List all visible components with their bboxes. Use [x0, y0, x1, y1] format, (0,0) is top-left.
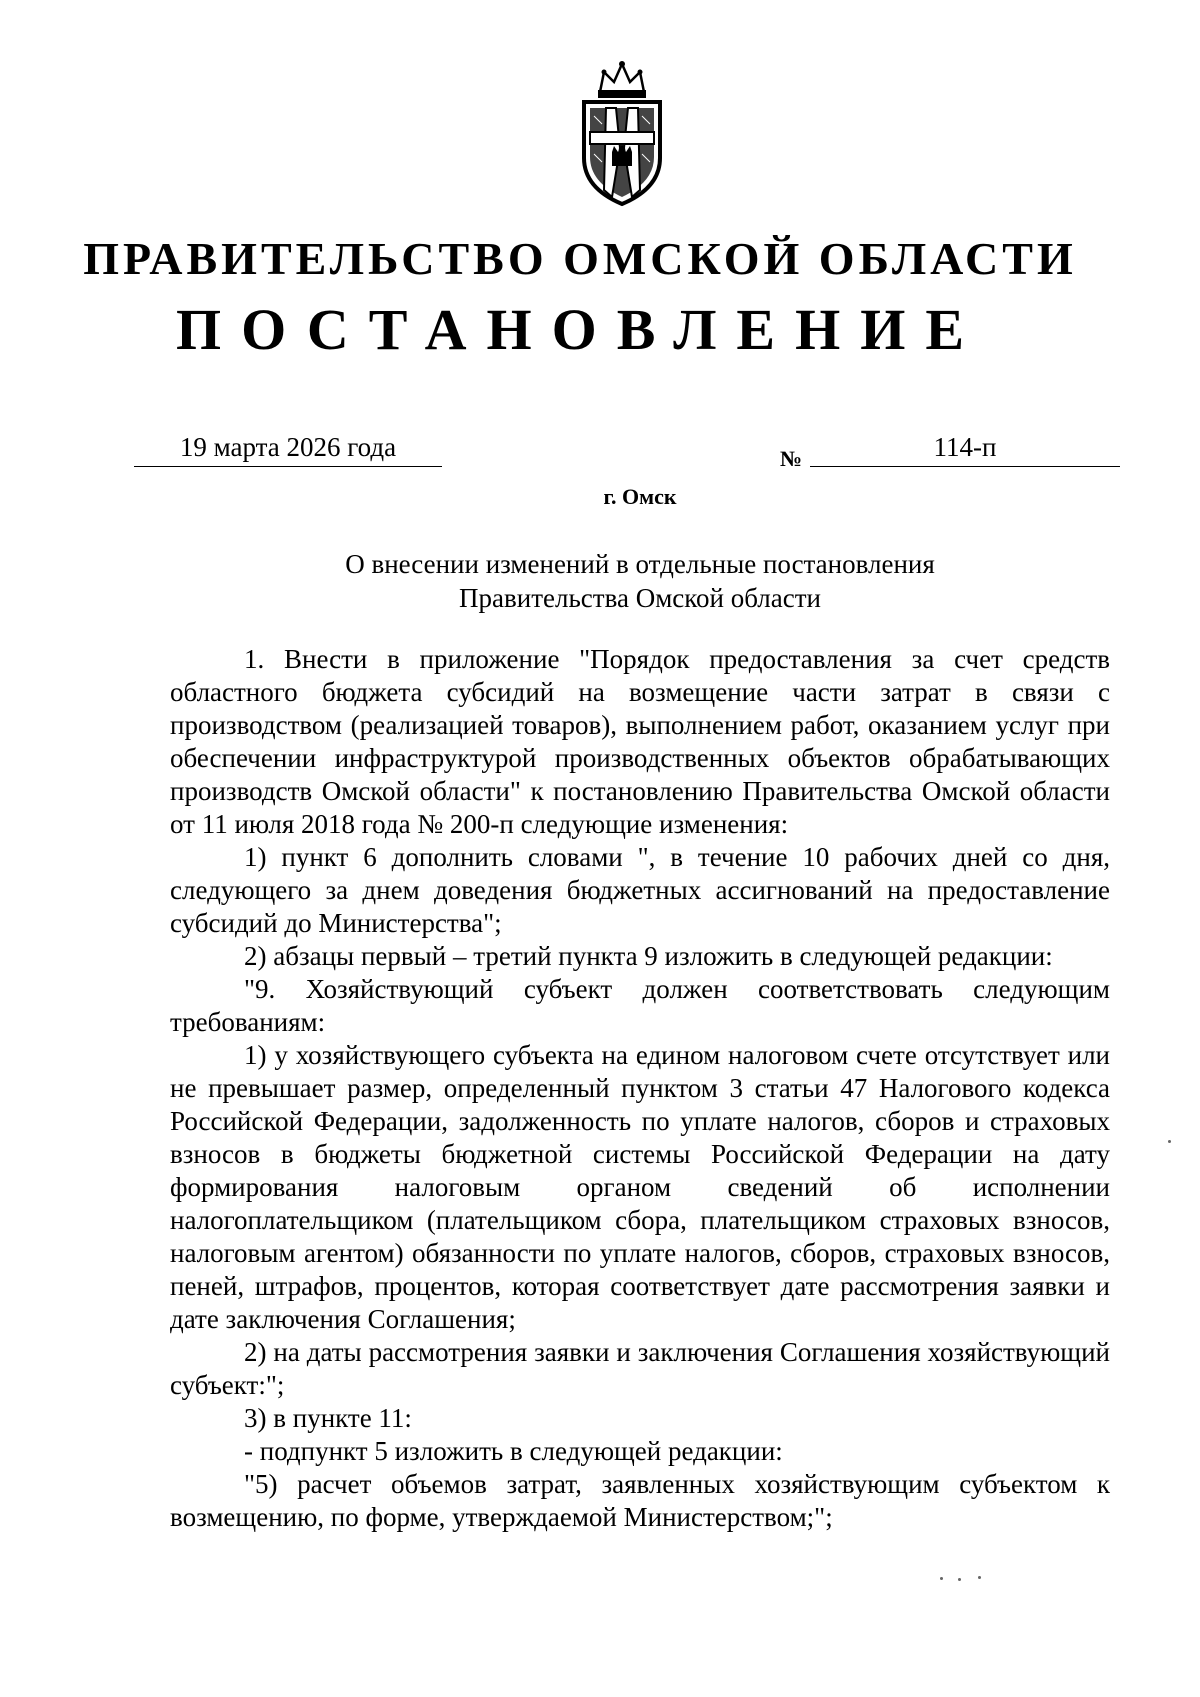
scan-mark — [978, 1576, 981, 1579]
document-subject — [170, 547, 1110, 615]
organization-title: ПРАВИТЕЛЬСТВО ОМСКОЙ ОБЛАСТИ — [83, 233, 1077, 284]
document-city: г. Омск — [603, 484, 677, 509]
subject-line: О внесении изменений в отдельные постановления — [345, 549, 935, 579]
body-paragraph: "5) расчет объемов затрат, заявленных хозяйствующим субъектом к возмещению, по форме, утверждаемой Министерством;"; — [170, 1469, 1110, 1532]
scan-mark — [940, 1577, 943, 1580]
number-sign: № — [780, 446, 803, 471]
subject-line: Правительства Омской области — [459, 583, 821, 613]
scan-mark — [1168, 1140, 1171, 1143]
document-number: 114-п — [810, 432, 1120, 467]
scan-mark — [958, 1578, 961, 1581]
body-paragraph: 2) абзацы первый – третий пункта 9 изложить в следующей редакции: — [244, 941, 1053, 971]
body-paragraph: 3) в пункте 11: — [244, 1403, 412, 1433]
body-paragraph: - подпункт 5 изложить в следующей редакции: — [244, 1436, 783, 1466]
body-paragraph: 1) у хозяйствующего субъекта на едином налоговом счете отсутствует или не превышает размер, определенный пунктом 3 статьи 47 Налогового кодекса Российской Федерации, задолженность по уплате налогов, сборов и страховых взносов в бюджеты бюджетной системы Российской Федерации на дату формирования налоговым органом сведений об исполнении налогоплательщиком (плательщиком сбора, плательщиком страховых взносов, налоговым агентом) обязанности по уплате налогов, сборов, страховых взносов, пеней, штрафов, процентов, которая соответствует дате рассмотрения заявки и дате заключения Соглашения; — [170, 1040, 1110, 1334]
document-type-title: ПОСТАНОВЛЕНИЕ — [175, 297, 985, 362]
document-date: 19 марта 2026 года — [134, 432, 442, 467]
body-paragraph: 1) пункт 6 дополнить словами ", в течение 10 рабочих дней со дня, следующего за днем доведения бюджетных ассигнований на предоставление субсидий до Министерства"; — [170, 842, 1110, 938]
body-paragraph: "9. Хозяйствующий субъект должен соответствовать следующим требованиям: — [170, 974, 1110, 1037]
document-body — [170, 643, 1110, 1534]
omsk-region-coat-of-arms-icon — [562, 58, 682, 208]
body-paragraph: 1. Внести в приложение "Порядок предоставления за счет средств областного бюджета субсидий на возмещение части затрат в связи с производством (реализацией товаров), выполнением работ, оказанием услуг при обеспечении инфраструктурой производственных объектов обрабатывающих производств Омской области" к постановлению Правительства Омской области от 11 июля 2018 года № 200-п следующие изменения: — [170, 644, 1110, 839]
body-paragraph: 2) на даты рассмотрения заявки и заключения Соглашения хозяйствующий субъект:"; — [170, 1337, 1110, 1400]
